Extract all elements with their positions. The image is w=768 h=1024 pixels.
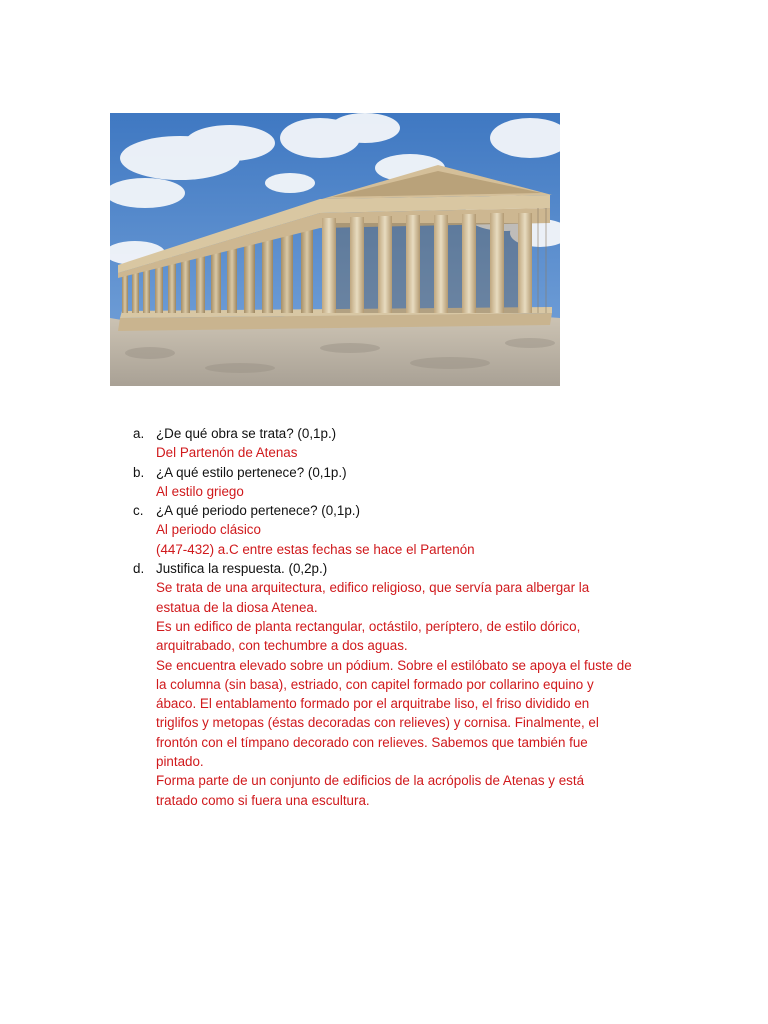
list-marker: c. (133, 503, 144, 519)
answer-line: tratado como si fuera una escultura. (156, 792, 370, 808)
answer-line: Se encuentra elevado sobre un pódium. Sobre el estilóbato se apoya el fuste de (156, 657, 632, 673)
answer-line: frontón con el tímpano decorado con relieves. Sabemos que también fue (156, 734, 588, 750)
answer-line: ábaco. El entablamento formado por el arquitrabe liso, el friso dividido en (156, 696, 590, 712)
question-item (133, 559, 673, 810)
parthenon-photo (110, 113, 560, 386)
answer-line: la columna (sin basa), estriado, con capitel formado por collarino equino y (156, 676, 594, 692)
answer-line: Se trata de una arquitectura, edifico religioso, que servía para albergar la (156, 580, 590, 596)
question-item (133, 424, 673, 463)
questions-list (133, 424, 673, 810)
question-text: ¿A qué periodo pertenece? (0,1p.) (156, 503, 360, 519)
answer-line: (447-432) a.C entre estas fechas se hace el Partenón (156, 541, 475, 557)
question-text: Justifica la respuesta. (0,2p.) (156, 561, 328, 577)
question-item (133, 463, 673, 502)
answer-line: Es un edifico de planta rectangular, octástilo, períptero, de estilo dórico, (156, 618, 581, 634)
list-marker: d. (133, 561, 145, 577)
answer-line: Al periodo clásico (156, 522, 261, 538)
answer-line: arquitrabado, con techumbre a dos aguas. (156, 638, 408, 654)
answer-line: Del Partenón de Atenas (156, 445, 298, 461)
answer-line: pintado. (156, 754, 204, 770)
answer-line: estatua de la diosa Atenea. (156, 599, 318, 615)
list-marker: a. (133, 426, 145, 441)
answer-line: Forma parte de un conjunto de edificios de la acrópolis de Atenas y está (156, 773, 585, 789)
question-item (133, 501, 673, 559)
list-marker: b. (133, 464, 145, 480)
answer-line: Al estilo griego (156, 483, 244, 499)
answer-line: triglifos y metopas (éstas decoradas con relieves) y cornisa. Finalmente, el (156, 715, 599, 731)
question-text: ¿A qué estilo pertenece? (0,1p.) (156, 464, 347, 480)
question-text: ¿De qué obra se trata? (0,1p.) (156, 426, 337, 441)
